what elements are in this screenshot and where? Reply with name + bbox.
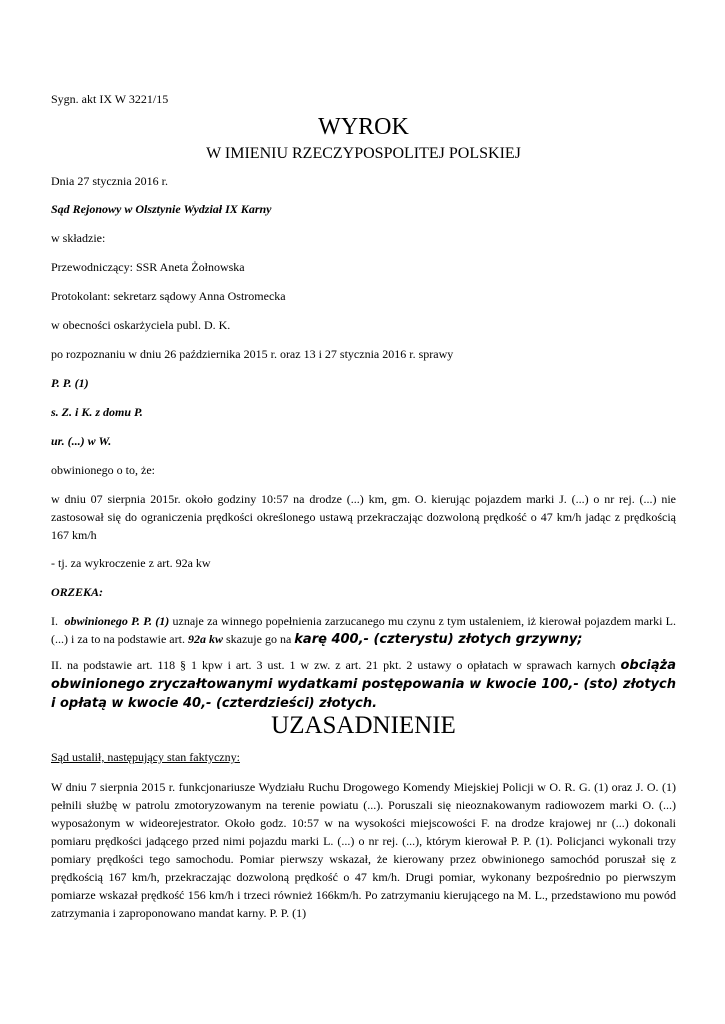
ruling-point-1-article: 92a kw xyxy=(187,632,223,646)
accused-birth: ur. (...) w W. xyxy=(51,434,112,448)
ruling-point-1-text: uznaje za winnego popełnienia zarzucanego mu czynu z tym ustaleniem, iż kierował pojazdem marki L. (...) i za to na podstawie art. xyxy=(51,614,676,646)
ruling-point-1-text-2: skazuje go na xyxy=(222,632,295,646)
ruling-heading: ORZEKA: xyxy=(51,585,104,599)
verdict-subtitle: W IMIENIU RZECZYPOSPOLITEJ POLSKIEJ xyxy=(206,145,521,162)
legal-qualification: - tj. za wykroczenie z art. 92a kw xyxy=(51,556,211,570)
ruling-point-2-text: na podstawie art. 118 § 1 kpw i art. 3 ust. 1 w zw. z art. 21 pkt. 2 ustawy o opłatach w sprawach karnych xyxy=(62,658,621,672)
charge-description: w dniu 07 sierpnia 2015r. około godziny 10:57 na drodze (...) km, gm. O. kierując pojazdem marki J. (...) o nr rej. (...) nie zastosował się do ograniczenia prędkości określonego ustawą przekraczając dozwoloną prędkość o 47 km/h jadąc z prędkością 167 km/h xyxy=(51,492,676,542)
ruling-point-1 xyxy=(51,612,676,649)
accused-parents: s. Z. i K. z domu P. xyxy=(51,405,143,419)
charged-label: obwinionego o to, że: xyxy=(51,463,155,477)
ruling-point-1-accused: obwinionego P. P. (1) xyxy=(64,614,170,628)
ruling-point-1-number: I. xyxy=(51,614,58,628)
verdict-title: WYROK xyxy=(318,114,409,140)
ruling-point-2-costs: obciąża obwinionego zryczałtowanymi wydatkami postępowania w kwocie 100,- (sto) złotych i opłatą w kwocie 40,- (czterdzieści) złotych. xyxy=(51,658,676,711)
ruling-point-1-penalty: karę 400,- (czterystu) złotych grzywny; xyxy=(294,632,583,647)
justification-title: UZASADNIENIE xyxy=(271,712,456,739)
verdict-date: Dnia 27 stycznia 2016 r. xyxy=(51,174,168,188)
ruling-point-2-number: II. xyxy=(51,658,62,672)
court-clerk: Protokolant: sekretarz sądowy Anna Ostromecka xyxy=(51,289,286,303)
hearing-dates: po rozpoznaniu w dniu 26 października 2015 r. oraz 13 i 27 stycznia 2016 r. sprawy xyxy=(51,347,454,361)
case-signature: Sygn. akt IX W 3221/15 xyxy=(51,92,169,106)
court-name: Sąd Rejonowy w Olsztynie Wydział IX Karny xyxy=(51,202,272,216)
facts-paragraph: W dniu 7 sierpnia 2015 r. funkcjonariusze Wydziału Ruchu Drogowego Komendy Miejskiej Policji w O. R. G. (1) oraz J. O. (1) pełnili służbę w patrolu zmotoryzowanym na terenie powiatu (...). Poruszali się nieoznakowanym radiowozem marki O. (...) wyposażonym w wideorejestrator. Około godz. 10:57 w na wysokości miejscowości F. na drodze krajowej nr (...) dokonali pomiaru prędkości jadącego przed nimi pojazdu marki L. (...) o nr rej. (...), którym kierował P. P. (1). Policjanci wykonali trzy pomiary prędkości tego samochodu. Pomiar pierwszy wskazał, że kierowany przez obwinionego samochód poruszał się z prędkością 167 km/h, przekraczając dozwoloną prędkość o 47 km/h. Drugi pomiar, wykonany bezpośrednio po pierwszym pomiarze wskazał prędkość 156 km/h i trzeci również 166km/h. Po zatrzymaniu kierującego na M. L., przedstawiono mu powód zatrzymania i zaproponowano mandat karny. P. P. (1) xyxy=(51,780,676,920)
presiding-judge: Przewodniczący: SSR Aneta Żołnowska xyxy=(51,260,245,274)
composition-label: w składzie: xyxy=(51,231,106,245)
ruling-point-2 xyxy=(51,656,676,713)
accused-name: P. P. (1) xyxy=(51,376,89,390)
prosecutor-presence: w obecności oskarżyciela publ. D. K. xyxy=(51,318,231,332)
facts-heading: Sąd ustalił, następujący stan faktyczny: xyxy=(51,750,240,764)
